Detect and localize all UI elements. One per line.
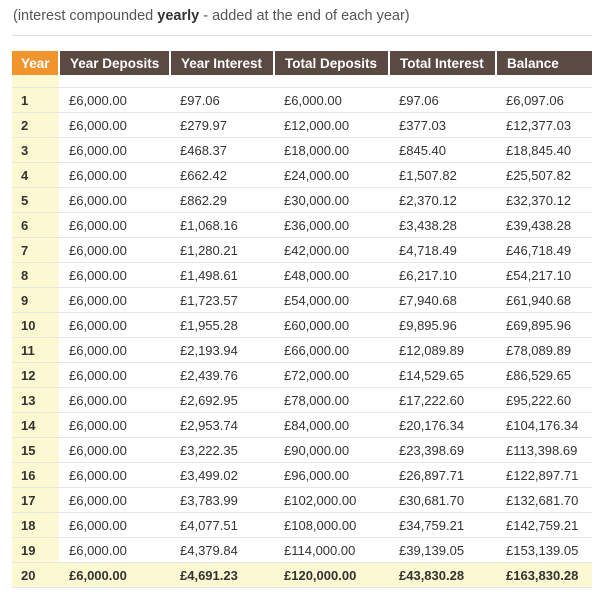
cell-year-deposits: £6,000.00 bbox=[59, 88, 170, 113]
cell-year: 17 bbox=[12, 488, 59, 513]
cell-balance: £25,507.82 bbox=[496, 163, 592, 188]
cell-total-deposits: £24,000.00 bbox=[274, 163, 389, 188]
cell-year-interest: £4,691.23 bbox=[170, 563, 274, 588]
cell-year-deposits: £6,000.00 bbox=[59, 138, 170, 163]
cell-year: 19 bbox=[12, 538, 59, 563]
cell-year-interest: £862.29 bbox=[170, 188, 274, 213]
cell-total-interest: £23,398.69 bbox=[389, 438, 496, 463]
spacer-cell bbox=[496, 75, 592, 88]
cell-year: 16 bbox=[12, 463, 59, 488]
cell-year-deposits: £6,000.00 bbox=[59, 488, 170, 513]
cell-balance: £113,398.69 bbox=[496, 438, 592, 463]
cell-year: 6 bbox=[12, 213, 59, 238]
cell-total-interest: £97.06 bbox=[389, 88, 496, 113]
spacer-cell bbox=[59, 75, 170, 88]
cell-year: 5 bbox=[12, 188, 59, 213]
cell-total-deposits: £120,000.00 bbox=[274, 563, 389, 588]
cell-total-deposits: £42,000.00 bbox=[274, 238, 389, 263]
table-row bbox=[12, 563, 592, 588]
cell-year-interest: £3,783.99 bbox=[170, 488, 274, 513]
cell-year: 3 bbox=[12, 138, 59, 163]
cell-year-deposits: £6,000.00 bbox=[59, 363, 170, 388]
cell-total-interest: £39,139.05 bbox=[389, 538, 496, 563]
cell-total-deposits: £72,000.00 bbox=[274, 363, 389, 388]
caption-prefix: (interest compounded bbox=[13, 8, 158, 24]
table-body bbox=[12, 75, 592, 588]
header-total-deposits: Total Deposits bbox=[274, 51, 389, 75]
table-row bbox=[12, 463, 592, 488]
table-row bbox=[12, 363, 592, 388]
cell-year-interest: £4,379.84 bbox=[170, 538, 274, 563]
table-row bbox=[12, 388, 592, 413]
cell-total-deposits: £60,000.00 bbox=[274, 313, 389, 338]
table-row bbox=[12, 313, 592, 338]
table-caption bbox=[13, 8, 410, 24]
cell-total-interest: £4,718.49 bbox=[389, 238, 496, 263]
cell-balance: £61,940.68 bbox=[496, 288, 592, 313]
cell-balance: £104,176.34 bbox=[496, 413, 592, 438]
cell-balance: £95,222.60 bbox=[496, 388, 592, 413]
table-row bbox=[12, 238, 592, 263]
divider bbox=[12, 35, 592, 36]
table-row bbox=[12, 213, 592, 238]
table-row bbox=[12, 413, 592, 438]
cell-total-interest: £2,370.12 bbox=[389, 188, 496, 213]
cell-total-deposits: £78,000.00 bbox=[274, 388, 389, 413]
table-header-row bbox=[12, 51, 592, 75]
cell-year-interest: £3,222.35 bbox=[170, 438, 274, 463]
cell-year: 11 bbox=[12, 338, 59, 363]
cell-total-interest: £845.40 bbox=[389, 138, 496, 163]
table-row bbox=[12, 288, 592, 313]
table-row bbox=[12, 163, 592, 188]
cell-balance: £142,759.21 bbox=[496, 513, 592, 538]
cell-year: 8 bbox=[12, 263, 59, 288]
cell-total-interest: £30,681.70 bbox=[389, 488, 496, 513]
table-row bbox=[12, 513, 592, 538]
cell-total-deposits: £6,000.00 bbox=[274, 88, 389, 113]
header-year-interest: Year Interest bbox=[170, 51, 274, 75]
cell-year: 15 bbox=[12, 438, 59, 463]
cell-year-deposits: £6,000.00 bbox=[59, 563, 170, 588]
cell-year-interest: £2,953.74 bbox=[170, 413, 274, 438]
cell-total-interest: £20,176.34 bbox=[389, 413, 496, 438]
cell-year-interest: £1,280.21 bbox=[170, 238, 274, 263]
cell-total-interest: £3,438.28 bbox=[389, 213, 496, 238]
cell-year: 7 bbox=[12, 238, 59, 263]
cell-year: 12 bbox=[12, 363, 59, 388]
cell-total-deposits: £108,000.00 bbox=[274, 513, 389, 538]
cell-balance: £163,830.28 bbox=[496, 563, 592, 588]
cell-balance: £153,139.05 bbox=[496, 538, 592, 563]
cell-year: 1 bbox=[12, 88, 59, 113]
spacer-cell bbox=[274, 75, 389, 88]
cell-year-interest: £3,499.02 bbox=[170, 463, 274, 488]
cell-year-interest: £2,692.95 bbox=[170, 388, 274, 413]
cell-balance: £54,217.10 bbox=[496, 263, 592, 288]
spacer-cell bbox=[12, 75, 59, 88]
cell-balance: £78,089.89 bbox=[496, 338, 592, 363]
table-row bbox=[12, 338, 592, 363]
cell-total-deposits: £12,000.00 bbox=[274, 113, 389, 138]
cell-year-interest: £4,077.51 bbox=[170, 513, 274, 538]
cell-year: 14 bbox=[12, 413, 59, 438]
cell-year-deposits: £6,000.00 bbox=[59, 438, 170, 463]
cell-total-deposits: £66,000.00 bbox=[274, 338, 389, 363]
table-row bbox=[12, 488, 592, 513]
cell-total-interest: £12,089.89 bbox=[389, 338, 496, 363]
cell-total-deposits: £36,000.00 bbox=[274, 213, 389, 238]
table-row bbox=[12, 88, 592, 113]
cell-year: 9 bbox=[12, 288, 59, 313]
cell-year: 20 bbox=[12, 563, 59, 588]
header-year: Year bbox=[12, 51, 59, 75]
cell-total-deposits: £114,000.00 bbox=[274, 538, 389, 563]
table-row bbox=[12, 188, 592, 213]
cell-total-deposits: £84,000.00 bbox=[274, 413, 389, 438]
cell-year: 13 bbox=[12, 388, 59, 413]
cell-year-deposits: £6,000.00 bbox=[59, 513, 170, 538]
cell-year-deposits: £6,000.00 bbox=[59, 413, 170, 438]
table-row bbox=[12, 113, 592, 138]
caption-suffix: - added at the end of each year) bbox=[199, 8, 410, 24]
cell-year-interest: £1,723.57 bbox=[170, 288, 274, 313]
cell-year-interest: £1,955.28 bbox=[170, 313, 274, 338]
table-row bbox=[12, 263, 592, 288]
cell-total-interest: £1,507.82 bbox=[389, 163, 496, 188]
cell-balance: £39,438.28 bbox=[496, 213, 592, 238]
cell-year-deposits: £6,000.00 bbox=[59, 313, 170, 338]
cell-total-interest: £7,940.68 bbox=[389, 288, 496, 313]
header-total-interest: Total Interest bbox=[389, 51, 496, 75]
cell-year-interest: £97.06 bbox=[170, 88, 274, 113]
cell-total-interest: £377.03 bbox=[389, 113, 496, 138]
cell-total-deposits: £30,000.00 bbox=[274, 188, 389, 213]
cell-total-deposits: £102,000.00 bbox=[274, 488, 389, 513]
cell-balance: £122,897.71 bbox=[496, 463, 592, 488]
cell-year-deposits: £6,000.00 bbox=[59, 338, 170, 363]
cell-year-interest: £2,193.94 bbox=[170, 338, 274, 363]
cell-total-deposits: £96,000.00 bbox=[274, 463, 389, 488]
cell-balance: £32,370.12 bbox=[496, 188, 592, 213]
cell-total-interest: £26,897.71 bbox=[389, 463, 496, 488]
cell-balance: £18,845.40 bbox=[496, 138, 592, 163]
cell-total-interest: £6,217.10 bbox=[389, 263, 496, 288]
cell-year-deposits: £6,000.00 bbox=[59, 288, 170, 313]
savings-table bbox=[12, 51, 592, 588]
cell-year-interest: £1,068.16 bbox=[170, 213, 274, 238]
cell-total-deposits: £54,000.00 bbox=[274, 288, 389, 313]
cell-balance: £86,529.65 bbox=[496, 363, 592, 388]
cell-year: 4 bbox=[12, 163, 59, 188]
cell-total-interest: £43,830.28 bbox=[389, 563, 496, 588]
cell-year-interest: £468.37 bbox=[170, 138, 274, 163]
cell-year-deposits: £6,000.00 bbox=[59, 238, 170, 263]
cell-balance: £12,377.03 bbox=[496, 113, 592, 138]
table-row bbox=[12, 138, 592, 163]
spacer-cell bbox=[389, 75, 496, 88]
cell-year-deposits: £6,000.00 bbox=[59, 188, 170, 213]
spacer-row bbox=[12, 75, 592, 88]
cell-balance: £46,718.49 bbox=[496, 238, 592, 263]
cell-year: 10 bbox=[12, 313, 59, 338]
caption-emphasis: yearly bbox=[157, 8, 200, 24]
cell-year-deposits: £6,000.00 bbox=[59, 163, 170, 188]
cell-balance: £69,895.96 bbox=[496, 313, 592, 338]
cell-year-interest: £279.97 bbox=[170, 113, 274, 138]
cell-total-deposits: £48,000.00 bbox=[274, 263, 389, 288]
cell-total-interest: £14,529.65 bbox=[389, 363, 496, 388]
cell-year-deposits: £6,000.00 bbox=[59, 463, 170, 488]
cell-year-deposits: £6,000.00 bbox=[59, 213, 170, 238]
table-row bbox=[12, 438, 592, 463]
cell-total-interest: £9,895.96 bbox=[389, 313, 496, 338]
cell-year-deposits: £6,000.00 bbox=[59, 263, 170, 288]
cell-balance: £132,681.70 bbox=[496, 488, 592, 513]
cell-total-interest: £17,222.60 bbox=[389, 388, 496, 413]
cell-balance: £6,097.06 bbox=[496, 88, 592, 113]
cell-year-deposits: £6,000.00 bbox=[59, 388, 170, 413]
cell-year: 2 bbox=[12, 113, 59, 138]
table-row bbox=[12, 538, 592, 563]
cell-year-interest: £1,498.61 bbox=[170, 263, 274, 288]
header-year-deposits: Year Deposits bbox=[59, 51, 170, 75]
cell-year-deposits: £6,000.00 bbox=[59, 113, 170, 138]
cell-total-interest: £34,759.21 bbox=[389, 513, 496, 538]
cell-total-deposits: £18,000.00 bbox=[274, 138, 389, 163]
cell-year-interest: £2,439.76 bbox=[170, 363, 274, 388]
cell-total-deposits: £90,000.00 bbox=[274, 438, 389, 463]
spacer-cell bbox=[170, 75, 274, 88]
header-balance: Balance bbox=[496, 51, 592, 75]
cell-year-deposits: £6,000.00 bbox=[59, 538, 170, 563]
cell-year-interest: £662.42 bbox=[170, 163, 274, 188]
cell-year: 18 bbox=[12, 513, 59, 538]
